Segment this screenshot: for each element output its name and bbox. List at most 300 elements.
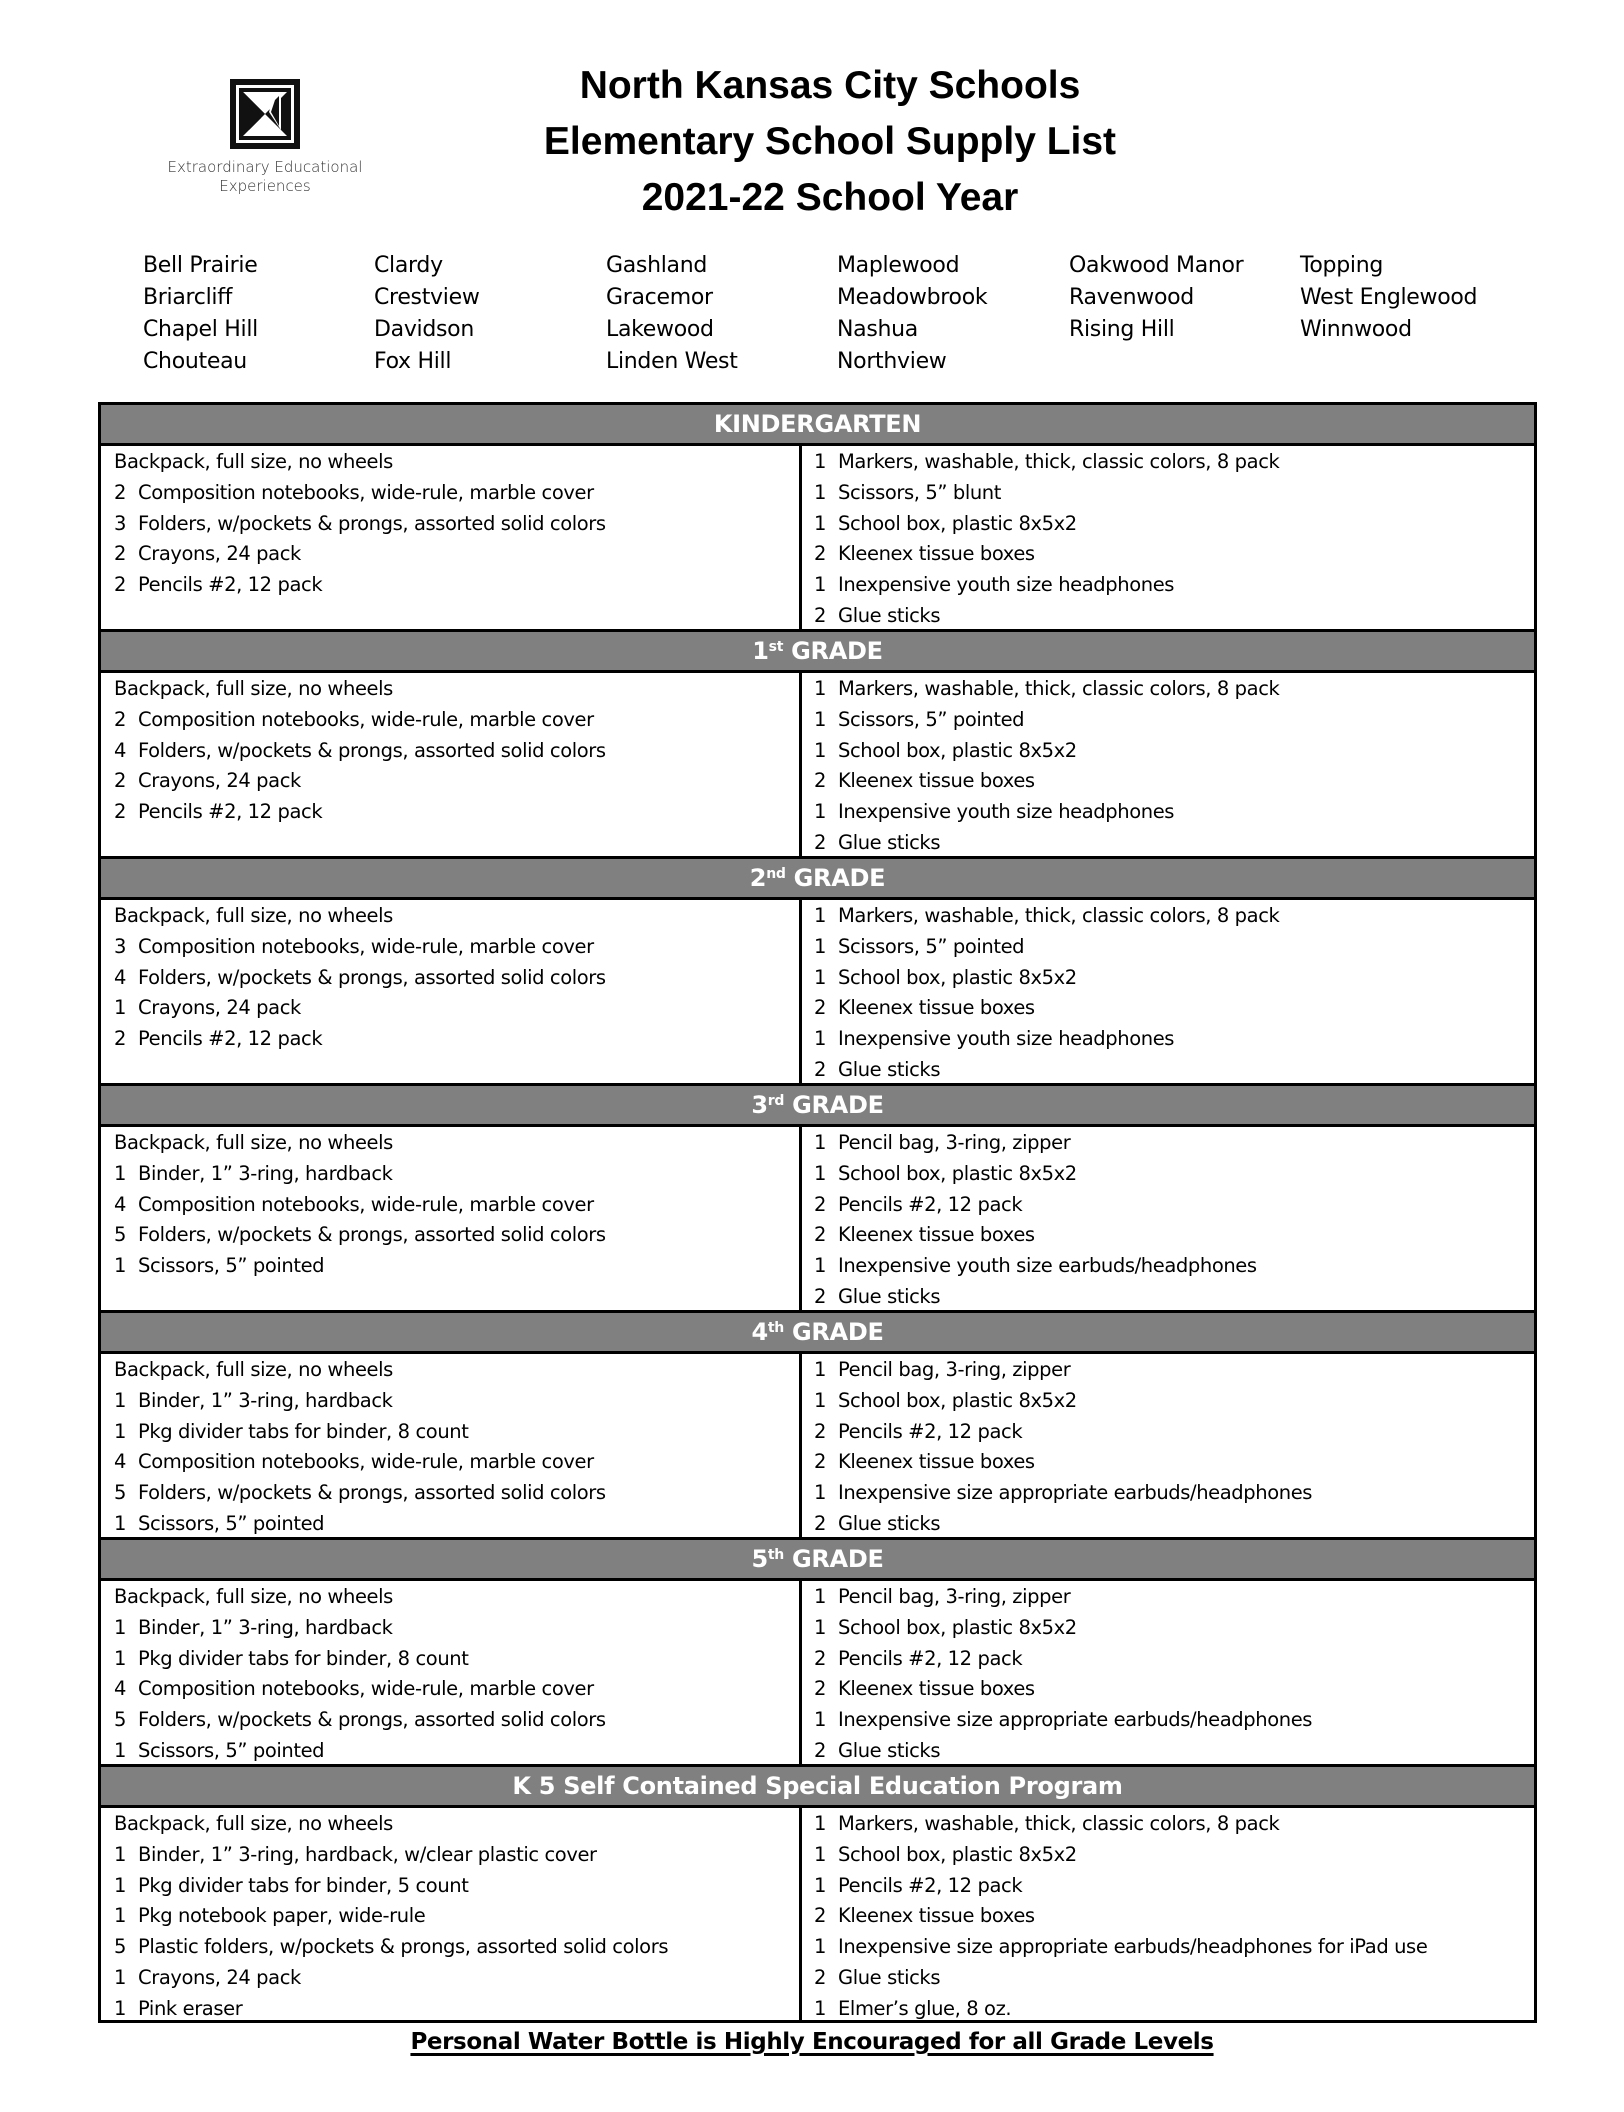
grade-header — [101, 632, 1534, 673]
school-name: Rising Hill — [1069, 317, 1175, 342]
supply-quantity: 1 — [114, 996, 127, 1020]
supply-item — [814, 1159, 1534, 1190]
supply-item — [814, 1963, 1534, 1994]
supply-column-right — [802, 1127, 1534, 1310]
supply-item — [814, 674, 1534, 705]
supply-item — [814, 932, 1534, 963]
grade-supplies — [101, 1581, 1534, 1767]
supply-item — [814, 963, 1534, 994]
supply-description: Binder, 1” 3-ring, hardback — [138, 1161, 393, 1185]
supply-column-right — [802, 1581, 1534, 1764]
supply-column-left — [101, 1354, 802, 1537]
supply-item — [814, 509, 1534, 540]
grade-section — [101, 1767, 1534, 2020]
supply-item — [814, 1674, 1534, 1705]
supply-item — [114, 1994, 799, 2025]
supply-description: School box, plastic 8x5x2 — [838, 965, 1077, 989]
supply-item — [814, 901, 1534, 932]
supply-quantity: 1 — [814, 1935, 827, 1958]
supply-quantity: 3 — [114, 934, 127, 958]
grade-section — [101, 1086, 1534, 1313]
supply-description: Kleenex tissue boxes — [838, 769, 1035, 793]
school-name: Ravenwood — [1069, 285, 1194, 310]
supply-description: Crayons, 24 pack — [138, 769, 301, 793]
supply-description: Backpack, full size, no wheels — [114, 1358, 393, 1381]
supply-description: Folders, w/pockets & prongs, assorted solid colors — [138, 1223, 606, 1247]
supply-quantity: 2 — [814, 1223, 827, 1247]
supply-quantity: 1 — [814, 965, 827, 989]
supply-description: Backpack, full size, no wheels — [114, 1812, 393, 1835]
supply-description: Kleenex tissue boxes — [838, 1904, 1035, 1928]
supply-quantity: 1 — [114, 1996, 127, 2020]
supply-quantity: 2 — [114, 542, 127, 566]
grade-title: K 5 Self Contained Special Education Program — [512, 1772, 1123, 1800]
supply-item — [814, 1478, 1534, 1509]
school-name: Maplewood — [837, 253, 960, 278]
supply-item — [114, 993, 799, 1024]
supply-description: Pencils #2, 12 pack — [838, 1192, 1023, 1216]
school-name: Topping — [1300, 253, 1384, 278]
supply-quantity: 5 — [114, 1223, 127, 1247]
grade-header — [101, 1313, 1534, 1354]
school-name: Nashua — [837, 317, 918, 342]
supply-description: Pencils #2, 12 pack — [838, 1873, 1023, 1897]
supply-description: Glue sticks — [838, 830, 941, 854]
supply-item — [814, 1509, 1534, 1540]
supply-item — [814, 1840, 1534, 1871]
supply-quantity: 2 — [814, 1192, 827, 1216]
supply-quantity: 1 — [814, 1812, 827, 1835]
school-name: Bell Prairie — [143, 253, 258, 278]
supply-quantity: 1 — [814, 480, 827, 504]
supply-column-left — [101, 446, 802, 629]
logo-tagline-line1: Extraordinary Educational — [167, 158, 363, 176]
grade-section — [101, 1313, 1534, 1540]
supply-item — [814, 1190, 1534, 1221]
supply-item — [114, 1705, 799, 1736]
supply-description: Scissors, 5” pointed — [138, 1511, 325, 1535]
supply-quantity: 1 — [814, 738, 827, 762]
district-logo — [150, 78, 380, 196]
grade-title: KINDERGARTEN — [713, 410, 922, 438]
supply-quantity: 2 — [114, 707, 127, 731]
supply-column-right — [802, 673, 1534, 856]
supply-quantity: 2 — [114, 1027, 127, 1050]
grade-supplies — [101, 1808, 1534, 2020]
supply-quantity: 1 — [814, 904, 827, 927]
supply-column-right — [802, 1354, 1534, 1537]
nkc-logo-icon — [229, 78, 301, 150]
supply-description: Backpack, full size, no wheels — [114, 904, 393, 927]
grade-header — [101, 1540, 1534, 1581]
supply-description: Markers, washable, thick, classic colors, 8 pack — [838, 1812, 1280, 1835]
grade-number: 2 — [749, 864, 767, 892]
supply-quantity: 3 — [114, 511, 127, 535]
supply-quantity: 1 — [114, 1646, 127, 1670]
supply-quantity: 4 — [114, 1450, 127, 1474]
supply-column-right — [802, 900, 1534, 1083]
supply-description: Pink eraser — [138, 1996, 243, 2020]
supply-description: Inexpensive youth size earbuds/headphones — [838, 1254, 1257, 1277]
supply-description: Pkg divider tabs for binder, 8 count — [138, 1646, 469, 1670]
supply-quantity: 1 — [114, 1873, 127, 1897]
school-name: Crestview — [374, 285, 480, 310]
supply-item — [114, 1355, 799, 1386]
grade-title: GRADE — [784, 1091, 884, 1119]
grade-section — [101, 1540, 1534, 1767]
supply-item — [114, 509, 799, 540]
school-name: Chouteau — [143, 349, 247, 374]
supply-column-left — [101, 900, 802, 1083]
supply-quantity: 1 — [814, 1708, 827, 1731]
supply-item — [814, 1386, 1534, 1417]
supply-quantity: 1 — [814, 1615, 827, 1639]
school-name: Davidson — [374, 317, 474, 342]
supply-description: Inexpensive size appropriate earbuds/headphones — [838, 1708, 1313, 1731]
school-name: West Englewood — [1300, 285, 1478, 310]
supply-quantity: 2 — [814, 1419, 827, 1443]
supply-quantity: 1 — [814, 1481, 827, 1504]
grade-number: 3 — [751, 1091, 768, 1119]
supply-description: Kleenex tissue boxes — [838, 1450, 1035, 1474]
grade-header — [101, 1086, 1534, 1127]
supply-quantity: 2 — [814, 1284, 827, 1308]
school-name: Gashland — [606, 253, 708, 278]
supply-item — [114, 539, 799, 570]
supply-quantity: 1 — [814, 1842, 827, 1866]
supply-item — [814, 1251, 1534, 1282]
supply-description: Crayons, 24 pack — [138, 996, 301, 1020]
supply-item — [114, 1447, 799, 1478]
supply-quantity: 2 — [814, 1450, 827, 1474]
supply-item — [114, 1871, 799, 1902]
school-column — [374, 250, 480, 378]
supply-item — [114, 1644, 799, 1675]
supply-description: Backpack, full size, no wheels — [114, 677, 393, 700]
grade-ordinal-suffix: th — [767, 1320, 784, 1336]
supply-quantity: 1 — [814, 511, 827, 535]
grade-ordinal-suffix: st — [768, 639, 784, 655]
supply-quantity: 1 — [814, 1254, 827, 1277]
supply-item — [814, 1220, 1534, 1251]
supply-description: School box, plastic 8x5x2 — [838, 1388, 1077, 1412]
supply-item — [114, 570, 799, 601]
school-column — [606, 250, 738, 378]
supply-description: Crayons, 24 pack — [138, 542, 301, 566]
supply-item — [114, 736, 799, 767]
supply-quantity: 2 — [814, 1511, 827, 1535]
supply-item — [814, 797, 1534, 828]
supply-description: Glue sticks — [838, 1057, 941, 1081]
supply-description: Pencils #2, 12 pack — [138, 573, 323, 596]
supply-item — [814, 1024, 1534, 1055]
supply-description: Pencils #2, 12 pack — [138, 800, 323, 823]
supply-quantity: 2 — [814, 830, 827, 854]
grade-supplies — [101, 446, 1534, 632]
supply-quantity: 2 — [814, 1965, 827, 1989]
school-name: Fox Hill — [374, 349, 452, 374]
supply-item — [814, 1447, 1534, 1478]
supply-description: Backpack, full size, no wheels — [114, 450, 393, 473]
supply-item — [814, 1355, 1534, 1386]
supply-quantity: 2 — [814, 1057, 827, 1081]
supply-item — [114, 1386, 799, 1417]
supply-quantity: 1 — [114, 1511, 127, 1535]
grade-ordinal-suffix: nd — [766, 866, 786, 882]
supply-quantity: 2 — [814, 1677, 827, 1701]
supply-column-right — [802, 446, 1534, 629]
supply-quantity: 1 — [814, 707, 827, 731]
supply-quantity: 4 — [114, 738, 127, 762]
supply-item — [814, 736, 1534, 767]
school-name: Oakwood Manor — [1069, 253, 1244, 278]
supply-item — [814, 1417, 1534, 1448]
supply-quantity: 1 — [114, 1161, 127, 1185]
school-column — [143, 250, 258, 378]
supply-item — [814, 1282, 1534, 1313]
supply-description: Binder, 1” 3-ring, hardback — [138, 1615, 393, 1639]
supply-item — [114, 1478, 799, 1509]
supply-quantity: 1 — [114, 1419, 127, 1443]
grade-title: GRADE — [783, 637, 883, 665]
supply-item — [114, 963, 799, 994]
school-name: Clardy — [374, 253, 443, 278]
supply-item — [814, 539, 1534, 570]
supply-quantity: 1 — [814, 1027, 827, 1050]
grade-supplies — [101, 673, 1534, 859]
supply-quantity: 1 — [814, 1585, 827, 1608]
supply-item — [114, 705, 799, 736]
grade-ordinal-suffix: rd — [767, 1093, 785, 1109]
supply-column-left — [101, 1127, 802, 1310]
supply-item — [114, 674, 799, 705]
supply-description: School box, plastic 8x5x2 — [838, 738, 1077, 762]
supply-quantity: 1 — [814, 1996, 827, 2020]
supply-quantity: 1 — [814, 677, 827, 700]
supply-description: Glue sticks — [838, 603, 941, 627]
supply-description: Composition notebooks, wide-rule, marble cover — [138, 934, 594, 958]
water-bottle-note: Personal Water Bottle is Highly Encouraged for all Grade Levels — [410, 2029, 1214, 2055]
supply-description: Folders, w/pockets & prongs, assorted solid colors — [138, 1481, 606, 1504]
supply-description: Pkg divider tabs for binder, 5 count — [138, 1873, 469, 1897]
supply-description: Plastic folders, w/pockets & prongs, assorted solid colors — [138, 1935, 669, 1958]
supply-description: Inexpensive size appropriate earbuds/headphones for iPad use — [838, 1935, 1428, 1958]
supply-description: Binder, 1” 3-ring, hardback, w/clear plastic cover — [138, 1842, 597, 1866]
supply-quantity: 1 — [814, 1873, 827, 1897]
supply-column-left — [101, 673, 802, 856]
supply-item — [814, 1055, 1534, 1086]
supply-description: Pkg divider tabs for binder, 8 count — [138, 1419, 469, 1443]
supply-description: Pkg notebook paper, wide-rule — [138, 1904, 426, 1928]
grade-supplies — [101, 1354, 1534, 1540]
grade-section — [101, 405, 1534, 632]
supply-quantity: 2 — [114, 769, 127, 793]
supply-quantity: 1 — [114, 1388, 127, 1412]
supply-item — [114, 1613, 799, 1644]
supply-quantity: 2 — [814, 996, 827, 1020]
grade-supplies — [101, 1127, 1534, 1313]
supply-description: Scissors, 5” pointed — [138, 1738, 325, 1762]
supply-item — [114, 766, 799, 797]
supply-item — [114, 1024, 799, 1055]
supply-description: Elmer’s glue, 8 oz. — [838, 1996, 1012, 2020]
school-name: Lakewood — [606, 317, 714, 342]
supply-item — [114, 1417, 799, 1448]
supply-item — [114, 1251, 799, 1282]
grade-supplies — [101, 900, 1534, 1086]
supply-item — [114, 1220, 799, 1251]
supply-item — [114, 1190, 799, 1221]
supply-description: Folders, w/pockets & prongs, assorted solid colors — [138, 511, 606, 535]
supply-quantity: 2 — [114, 800, 127, 823]
supply-item — [814, 1644, 1534, 1675]
supply-item — [114, 1901, 799, 1932]
supply-table — [98, 402, 1537, 2023]
school-name: Linden West — [606, 349, 738, 374]
supply-column-left — [101, 1581, 802, 1764]
supply-item — [114, 447, 799, 478]
supply-description: Kleenex tissue boxes — [838, 996, 1035, 1020]
supply-description: Scissors, 5” pointed — [838, 707, 1025, 731]
supply-quantity: 4 — [114, 1677, 127, 1701]
supply-description: Backpack, full size, no wheels — [114, 1585, 393, 1608]
supply-item — [814, 705, 1534, 736]
supply-description: Kleenex tissue boxes — [838, 542, 1035, 566]
supply-description: School box, plastic 8x5x2 — [838, 511, 1077, 535]
supply-description: Kleenex tissue boxes — [838, 1677, 1035, 1701]
supply-description: School box, plastic 8x5x2 — [838, 1615, 1077, 1639]
supply-description: Pencil bag, 3-ring, zipper — [838, 1585, 1071, 1608]
supply-quantity: 5 — [114, 1708, 127, 1731]
title-list-name: Elementary School Supply List — [543, 120, 1117, 163]
supply-description: Glue sticks — [838, 1738, 941, 1762]
supply-item — [114, 1963, 799, 1994]
supply-item — [814, 570, 1534, 601]
page-title — [430, 58, 1230, 226]
supply-description: Scissors, 5” pointed — [838, 934, 1025, 958]
supply-description: Folders, w/pockets & prongs, assorted solid colors — [138, 1708, 606, 1731]
supply-description: Glue sticks — [838, 1284, 941, 1308]
grade-section — [101, 632, 1534, 859]
supply-quantity: 2 — [814, 1904, 827, 1928]
supply-quantity: 1 — [114, 1842, 127, 1866]
supply-description: Pencil bag, 3-ring, zipper — [838, 1131, 1071, 1154]
supply-column-right — [802, 1808, 1534, 2020]
supply-description: Markers, washable, thick, classic colors, 8 pack — [838, 904, 1280, 927]
supply-description: Pencils #2, 12 pack — [838, 1646, 1023, 1670]
grade-section — [101, 859, 1534, 1086]
supply-quantity: 2 — [814, 769, 827, 793]
supply-description: School box, plastic 8x5x2 — [838, 1842, 1077, 1866]
grade-header — [101, 1767, 1534, 1808]
title-district: North Kansas City Schools — [579, 64, 1081, 107]
school-name: Chapel Hill — [143, 317, 258, 342]
supply-item — [114, 1809, 799, 1840]
supply-quantity: 1 — [814, 1388, 827, 1412]
supply-column-left — [101, 1808, 802, 2020]
supply-item — [114, 1128, 799, 1159]
supply-item — [814, 766, 1534, 797]
school-column — [837, 250, 987, 378]
supply-item — [814, 1582, 1534, 1613]
supply-item — [114, 1582, 799, 1613]
school-column — [1300, 250, 1477, 346]
supply-quantity: 1 — [814, 934, 827, 958]
supply-description: Pencils #2, 12 pack — [138, 1027, 323, 1050]
supply-item — [814, 1901, 1534, 1932]
supply-quantity: 2 — [814, 1738, 827, 1762]
supply-description: Crayons, 24 pack — [138, 1965, 301, 1989]
supply-item — [814, 1994, 1534, 2025]
supply-description: Composition notebooks, wide-rule, marble cover — [138, 1677, 594, 1701]
supply-item — [114, 1736, 799, 1767]
grade-title: GRADE — [785, 864, 886, 892]
supply-quantity: 2 — [114, 573, 127, 596]
supply-item — [814, 1932, 1534, 1963]
supply-description: Inexpensive size appropriate earbuds/headphones — [838, 1481, 1313, 1504]
school-name: Meadowbrook — [837, 285, 988, 310]
supply-quantity: 2 — [814, 603, 827, 627]
supply-quantity: 1 — [814, 1131, 827, 1154]
supply-description: Folders, w/pockets & prongs, assorted solid colors — [138, 738, 606, 762]
grade-number: 1 — [752, 637, 769, 665]
school-name: Briarcliff — [143, 285, 233, 310]
supply-item — [814, 478, 1534, 509]
supply-description: School box, plastic 8x5x2 — [838, 1161, 1077, 1185]
supply-quantity: 4 — [114, 1192, 127, 1216]
supply-description: Scissors, 5” blunt — [838, 480, 1002, 504]
title-school-year: 2021-22 School Year — [641, 176, 1019, 219]
supply-description: Markers, washable, thick, classic colors, 8 pack — [838, 450, 1280, 473]
supply-quantity: 1 — [814, 1161, 827, 1185]
supply-item — [114, 932, 799, 963]
grade-ordinal-suffix: th — [767, 1547, 784, 1563]
supply-description: Composition notebooks, wide-rule, marble cover — [138, 1450, 594, 1474]
supply-item — [814, 1705, 1534, 1736]
footer-note — [0, 2025, 1624, 2059]
supply-description: Pencils #2, 12 pack — [838, 1419, 1023, 1443]
supply-item — [814, 993, 1534, 1024]
supply-description: Inexpensive youth size headphones — [838, 800, 1175, 823]
logo-tagline-line2: Experiences — [219, 177, 311, 195]
supply-description: Inexpensive youth size headphones — [838, 573, 1175, 596]
supply-quantity: 1 — [114, 1738, 127, 1762]
supply-item — [814, 601, 1534, 632]
supply-quantity: 1 — [814, 1358, 827, 1381]
supply-item — [114, 901, 799, 932]
supply-description: Glue sticks — [838, 1511, 941, 1535]
grade-header — [101, 405, 1534, 446]
supply-item — [814, 828, 1534, 859]
school-name: Gracemor — [606, 285, 713, 310]
supply-description: Composition notebooks, wide-rule, marble cover — [138, 707, 594, 731]
supply-description: Scissors, 5” pointed — [138, 1254, 325, 1277]
supply-quantity: 2 — [114, 480, 127, 504]
supply-quantity: 4 — [114, 965, 127, 989]
supply-quantity: 1 — [114, 1254, 127, 1277]
supply-description: Composition notebooks, wide-rule, marble cover — [138, 1192, 594, 1216]
school-name: Northview — [837, 349, 947, 374]
supply-item — [814, 1871, 1534, 1902]
supply-description: Pencil bag, 3-ring, zipper — [838, 1358, 1071, 1381]
supply-item — [814, 1613, 1534, 1644]
supply-quantity: 1 — [114, 1965, 127, 1989]
supply-quantity: 2 — [814, 1646, 827, 1670]
grade-header — [101, 859, 1534, 900]
supply-item — [814, 447, 1534, 478]
grade-number: 5 — [751, 1545, 768, 1573]
supply-description: Inexpensive youth size headphones — [838, 1027, 1175, 1050]
